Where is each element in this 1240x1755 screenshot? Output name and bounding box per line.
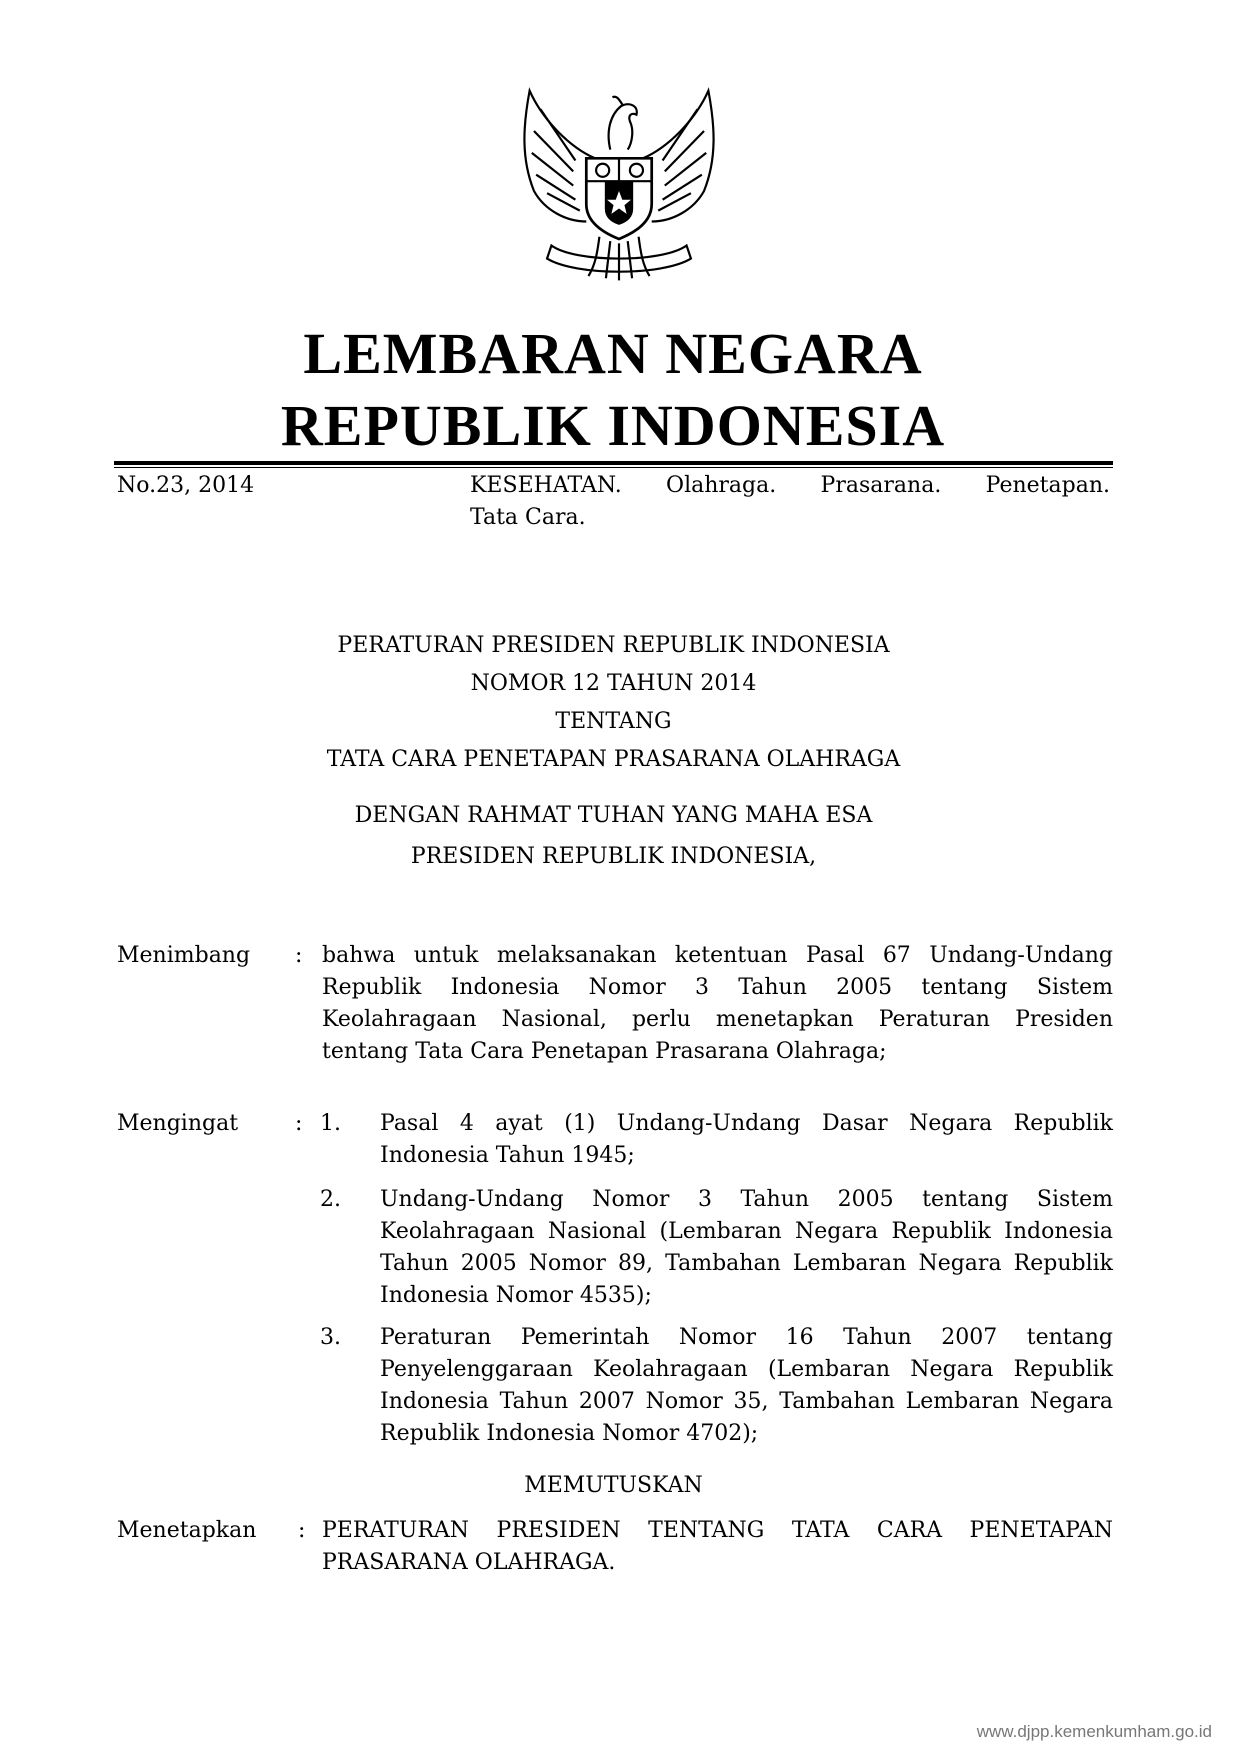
masthead-title-line2: REPUBLIK INDONESIA	[280, 393, 946, 458]
menimbang-text: bahwa untuk melaksanakan ketentuan Pasal 67 Undang-Undang Republik Indonesia Nomor 3 Tahun 2005 tentang Sistem Keolahragaan Nasional, perlu menetapkan Peraturan Presiden tentang Tata Cara Penetapan Prasarana Olahraga;	[322, 943, 1113, 1064]
mengingat-item-text: Peraturan Pemerintah Nomor 16 Tahun 2007 tentang Penyelenggaraan Keolahragaan (Lembaran Negara Republik Indonesia Tahun 2007 Nomor 35, Tambahan Lembaran Negara Republik Indonesia Nomor 4702);	[380, 1325, 1113, 1446]
mengingat-item-number: 2.	[320, 1187, 341, 1212]
menimbang-colon: :	[295, 943, 303, 968]
regulation-title-line2: NOMOR 12 TAHUN 2014	[470, 671, 757, 696]
header-rule	[114, 461, 1113, 465]
mengingat-item-number: 1.	[320, 1111, 341, 1136]
gazette-subject-line2: Tata Cara.	[470, 505, 586, 530]
mengingat-item-text: Undang-Undang Nomor 3 Tahun 2005 tentang Sistem Keolahragaan Nasional (Lembaran Negara Republik Indonesia Tahun 2005 Nomor 89, Tambahan Lembaran Negara Republik Indonesia Nomor 4535);	[380, 1187, 1113, 1308]
menetapkan-label: Menetapkan	[117, 1518, 257, 1543]
menimbang-label: Menimbang	[117, 943, 251, 968]
preamble-line2: PRESIDEN REPUBLIK INDONESIA,	[410, 844, 817, 869]
preamble-line1: DENGAN RAHMAT TUHAN YANG MAHA ESA	[354, 803, 873, 828]
mengingat-item-text: Pasal 4 ayat (1) Undang-Undang Dasar Negara Republik Indonesia Tahun 1945;	[380, 1111, 1113, 1168]
menetapkan-text: PERATURAN PRESIDEN TENTANG TATA CARA PENETAPAN PRASARANA OLAHRAGA.	[322, 1518, 1113, 1575]
regulation-title-line1: PERATURAN PRESIDEN REPUBLIK INDONESIA	[337, 633, 890, 658]
garuda-pancasila-emblem	[510, 82, 728, 300]
header-rule-thin	[114, 467, 1113, 468]
mengingat-colon: :	[295, 1111, 303, 1136]
gazette-subject-line1: KESEHATAN. Olahraga. Prasarana. Penetapan.	[470, 473, 1110, 498]
website-watermark: www.djpp.kemenkumham.go.id	[976, 1722, 1212, 1741]
mengingat-label: Mengingat	[117, 1111, 239, 1136]
gazette-number: No.23, 2014	[117, 473, 255, 498]
memutuskan-heading: MEMUTUSKAN	[524, 1473, 703, 1498]
menetapkan-colon: :	[298, 1518, 306, 1543]
masthead-title-line1: LEMBARAN NEGARA	[303, 321, 923, 386]
regulation-title-line3: TENTANG	[555, 709, 672, 734]
mengingat-item-number: 3.	[320, 1325, 341, 1350]
regulation-title-line4: TATA CARA PENETAPAN PRASARANA OLAHRAGA	[326, 747, 901, 772]
